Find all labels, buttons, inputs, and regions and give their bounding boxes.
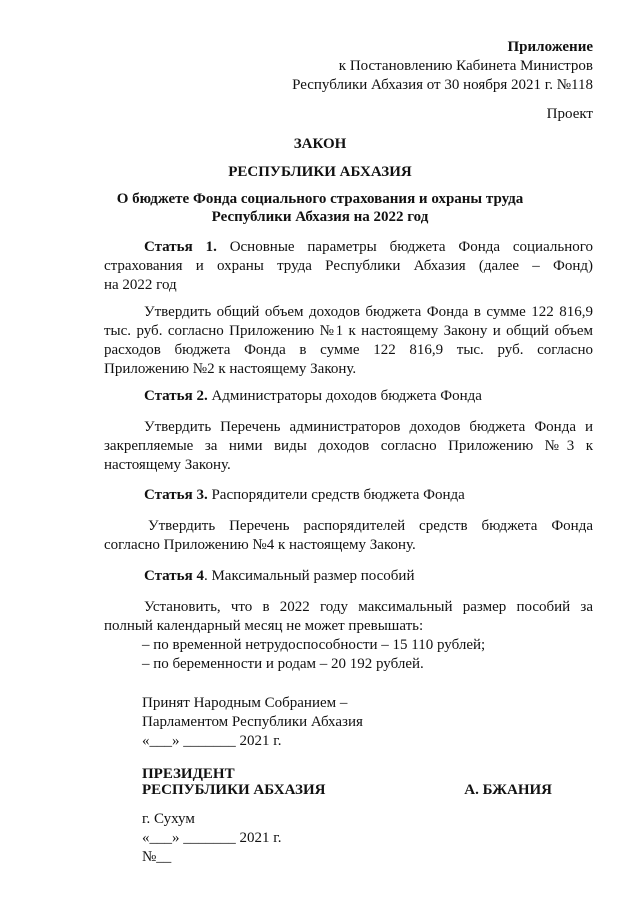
article-2-body-line2: закрепляемые за ними виды доходов согласно Приложению №3 к <box>104 438 593 454</box>
article-3-heading <box>104 486 593 505</box>
article-4-body-line1: Установить, что в 2022 году максимальный размер пособий за <box>144 599 593 615</box>
article-4-body <box>104 598 593 674</box>
signature-position-line2: РЕСПУБЛИКИ АБХАЗИЯ <box>142 782 326 798</box>
article-3-body-line2: согласно Приложению №4 к настоящему Закону. <box>104 537 416 553</box>
article-1-body <box>104 303 593 379</box>
article-2-body-line1: Утвердить Перечень администраторов доходов бюджета Фонда и <box>144 419 593 435</box>
article-3-body <box>104 517 593 555</box>
law-number: №__ <box>142 849 172 865</box>
article-4-list-item: – по временной нетрудоспособности – 15 110 рублей; <box>142 637 486 653</box>
article-2-body-line3: настоящему Закону. <box>104 457 231 473</box>
law-title: ЗАКОН <box>293 136 347 152</box>
appendix-reference-line1: к Постановлению Кабинета Министров <box>338 58 593 74</box>
article-3-title: Распорядители средств бюджета Фонда <box>211 487 465 503</box>
article-3-label: Статья 3. <box>144 487 208 503</box>
appendix-title: Приложение <box>507 39 593 55</box>
law-subject-line2: Республики Абхазия на 2022 год <box>211 209 429 225</box>
article-1-body-line3: расходов бюджета Фонда в сумме 122 816,9 тыс. руб. согласно <box>104 342 593 358</box>
article-2-heading <box>104 387 593 406</box>
article-1-heading-line3: на 2022 год <box>104 277 177 293</box>
article-2-title: Администраторы доходов бюджета Фонда <box>211 388 482 404</box>
adoption-line2: Парламентом Республики Абхазия <box>142 714 363 730</box>
article-4-title: . Максимальный размер пособий <box>203 568 415 584</box>
article-1-body-line1: Утвердить общий объем доходов бюджета Фонда в сумме 122 816,9 <box>144 304 593 320</box>
article-1-body-line2: тыс. руб. согласно Приложению №1 к настоящему Закону и общий объем <box>104 323 593 339</box>
law-subject-line1: О бюджете Фонда социального страхования и охраны труда <box>116 191 524 207</box>
article-1-heading <box>104 238 593 295</box>
article-1-label: Статья 1. <box>144 239 217 255</box>
article-4-body-line2: полный календарный месяц не может превышать: <box>104 618 424 634</box>
article-2-body <box>104 418 593 475</box>
article-4-list-item: – по беременности и родам – 20 192 рублей. <box>142 656 424 672</box>
article-1-heading-line2: страхования и охраны труда Республики Абхазия (далее – Фонд) <box>104 258 593 274</box>
article-4-heading <box>104 567 593 586</box>
adoption-line1: Принят Народным Собранием – <box>142 695 348 711</box>
article-3-body-line1: Утвердить Перечень распорядителей средств бюджета Фонда <box>148 518 593 534</box>
adoption-date: «___» _______ 2021 г. <box>142 733 282 749</box>
article-4-label: Статья 4 <box>144 568 204 584</box>
signing-date: «___» _______ 2021 г. <box>142 830 282 846</box>
appendix-reference-line2: Республики Абхазия от 30 ноября 2021 г. №118 <box>292 77 593 93</box>
draft-label: Проект <box>546 106 593 122</box>
republic-title: РЕСПУБЛИКИ АБХАЗИЯ <box>228 164 412 180</box>
signing-city: г. Сухум <box>142 811 195 827</box>
article-2-label: Статья 2. <box>144 388 208 404</box>
article-1-body-line4: Приложению №2 к настоящему Закону. <box>104 361 357 377</box>
article-1-heading-line1: Статья 1. Основные параметры бюджета Фонда социального <box>144 239 594 255</box>
signature-position-line1: ПРЕЗИДЕНТ <box>142 766 235 782</box>
signatory-name: А. БЖАНИЯ <box>464 782 552 798</box>
